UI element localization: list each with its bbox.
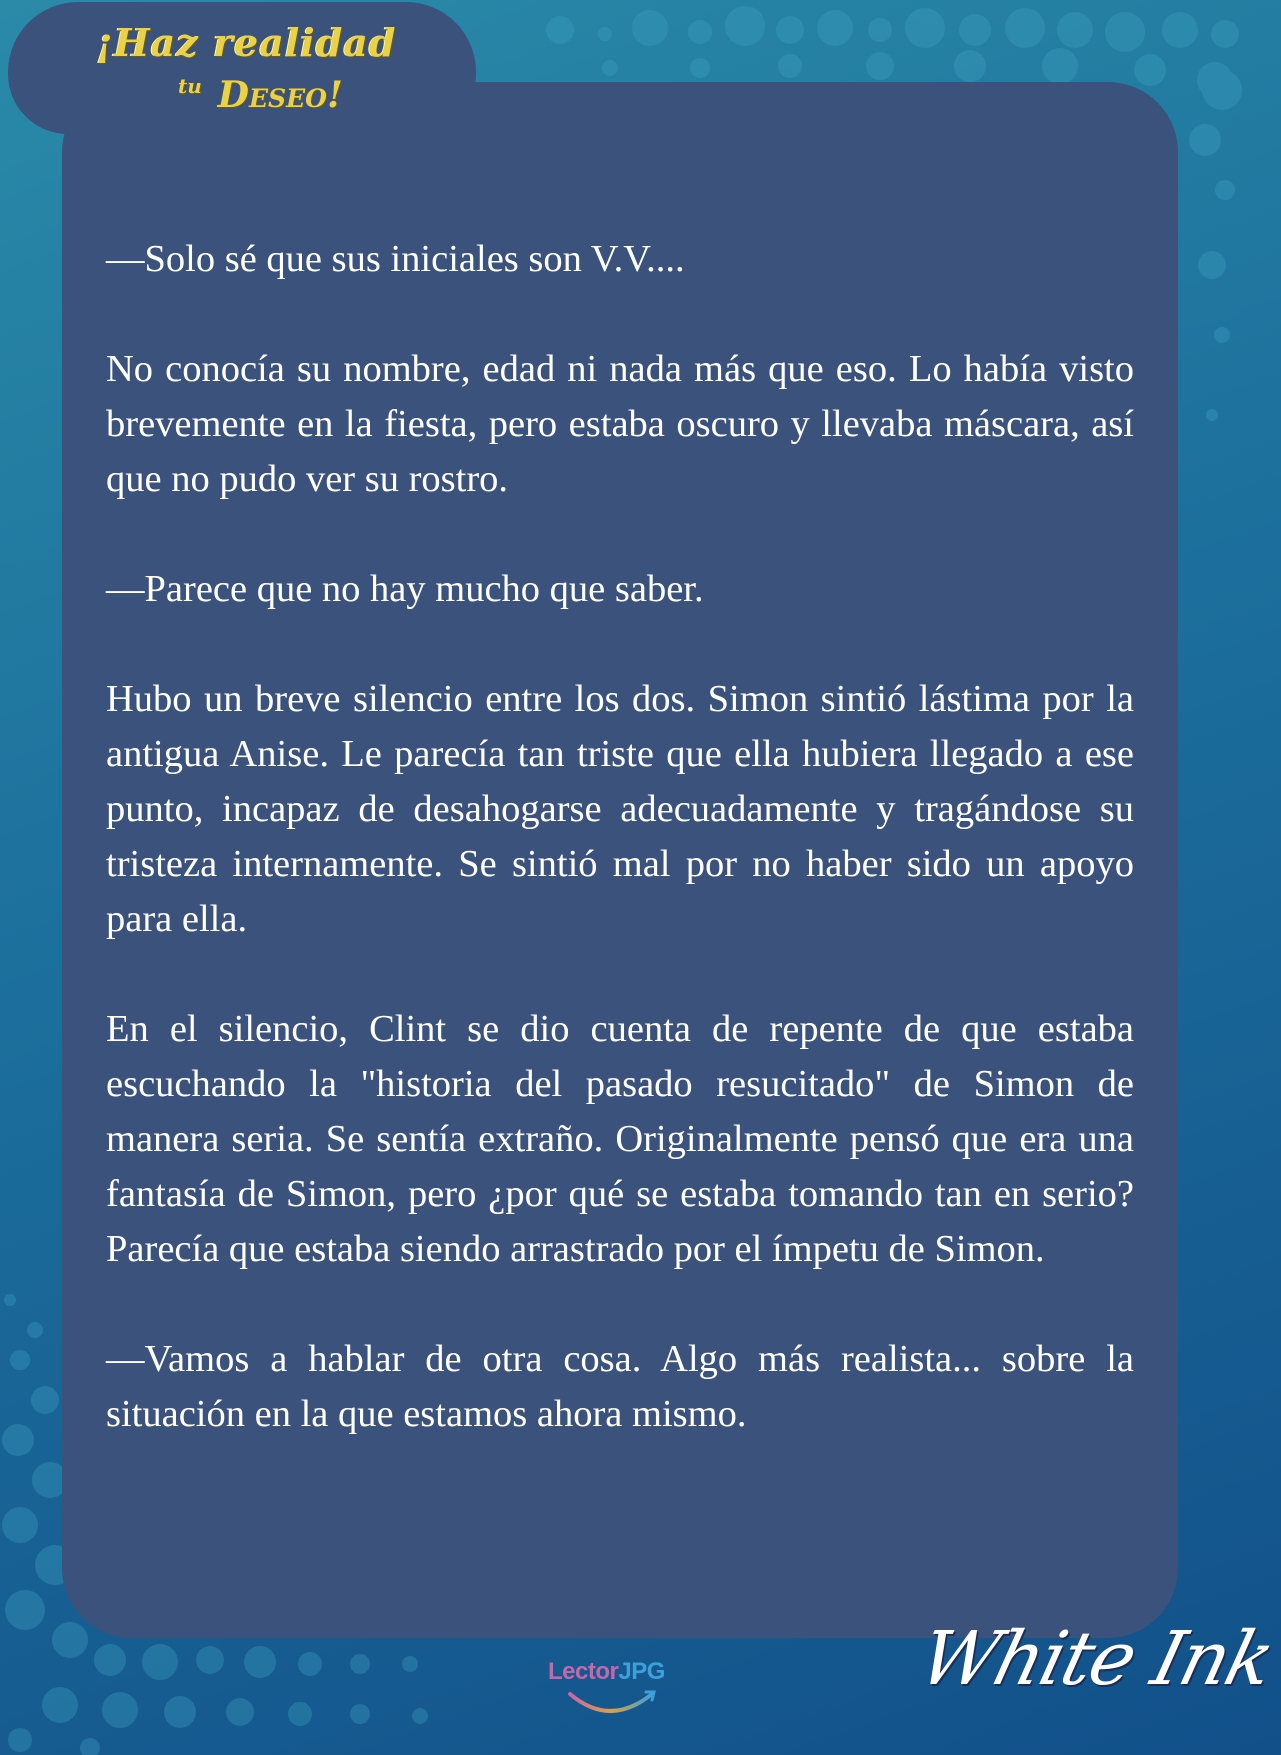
paragraph-3: —Parece que no hay mucho que saber. — [106, 568, 704, 610]
paragraph-5: En el silencio, Clint se dio cuenta de repente de que estaba escuchando la "historia del pasado resucitado" de Simon de manera seria. Se sentía extraño. Originalmente pensó que era una fantasía de Simon, pero ¿por qué se estaba tomando tan en serio? Parecía que estaba siendo arrastrado por el ímpetu de Simon. — [106, 1008, 1134, 1270]
logo-word-tu: tu — [178, 74, 202, 98]
signature-text: White Ink — [911, 1616, 1281, 1702]
header-logo — [92, 18, 397, 123]
jpg-word: JPG — [618, 1658, 665, 1685]
paragraph-2: No conocía su nombre, edad ni nada más que eso. Lo había visto brevemente en la fiesta, pero estaba oscuro y llevaba máscara, así que no pudo ver su rostro. — [106, 348, 1134, 500]
paragraph-6: —Vamos a hablar de otra cosa. Algo más realista... sobre la situación en la que estamos ahora mismo. — [106, 1338, 1134, 1435]
logo-word-deseo: Deseo — [217, 74, 327, 116]
logo-line-2 — [178, 74, 343, 116]
story-text — [106, 232, 1134, 1497]
logo-line-1: ¡Haz realidad — [96, 20, 397, 65]
lectorjpg-watermark — [548, 1658, 688, 1730]
white-ink-signature — [911, 1606, 1281, 1736]
logo-exclamation: ! — [326, 74, 343, 116]
paragraph-4: Hubo un breve silencio entre los dos. Simon sintió lástima por la antigua Anise. Le parecía tan triste que ella hubiera llegado a ese punto, incapaz de desahogarse adecuadamente y tragándose su tristeza internamente. Se sintió mal por no haber sido un apoyo para ella. — [106, 678, 1134, 940]
paragraph-1: —Solo sé que sus iniciales son V.V.... — [106, 238, 685, 280]
smile-arc-icon — [548, 1658, 688, 1730]
lector-word: Lector — [548, 1658, 619, 1685]
